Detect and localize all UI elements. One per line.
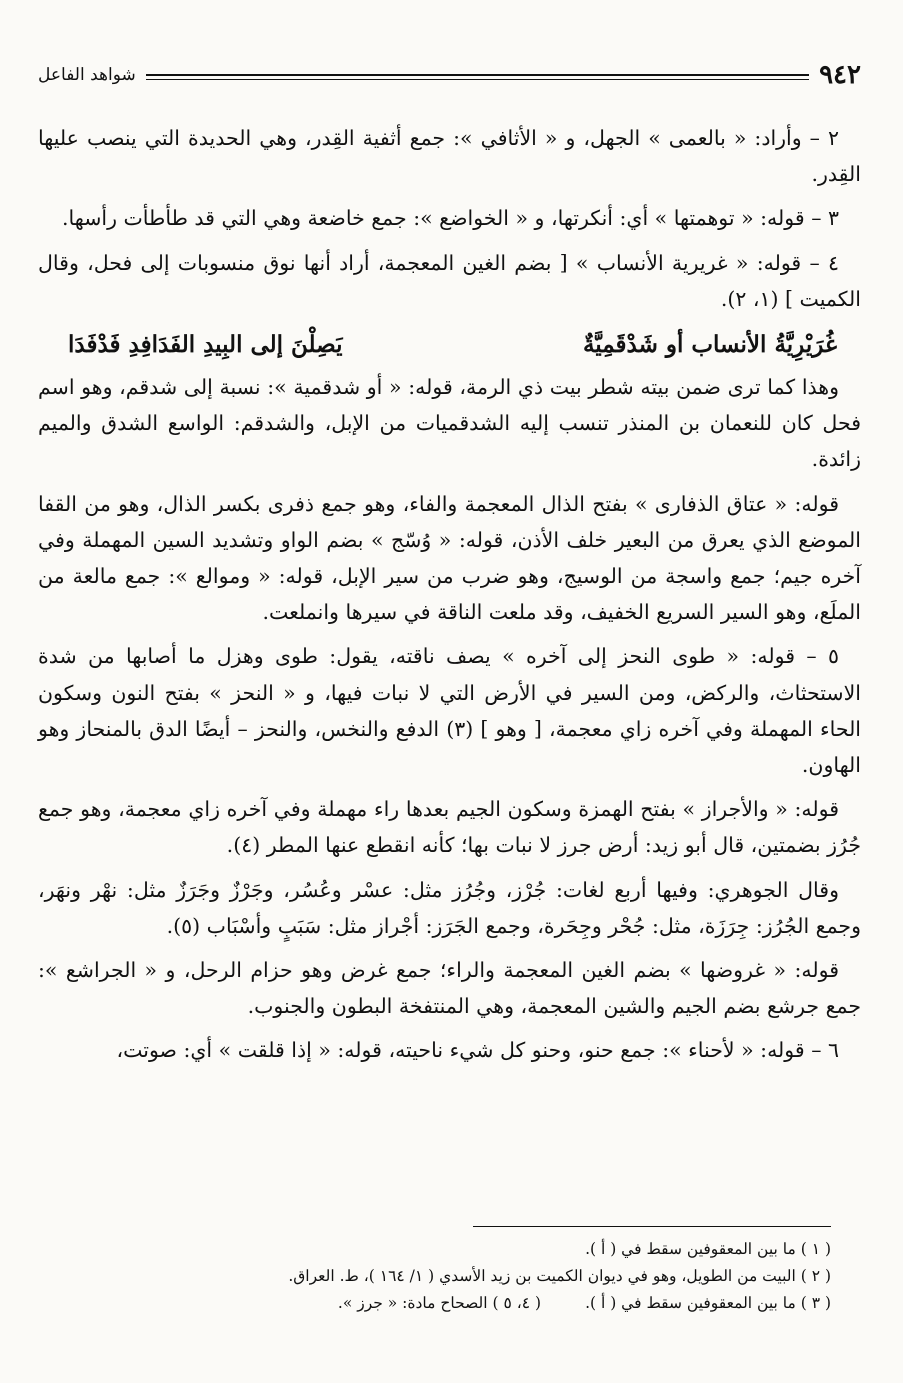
verse-first-hemistich: غُرَيْرِيَّةُ الأنساب أو شَدْقَمِيَّةٌ — [582, 331, 837, 359]
header-rule — [146, 71, 809, 80]
footnote-3: ( ٣ ) ما بين المعقوفين سقط في ( أ ). — [585, 1294, 831, 1312]
footnote-row — [60, 1290, 831, 1317]
page-number: ٩٤٢ — [819, 60, 861, 90]
paragraph: قوله: « عتاق الذفارى » بفتح الذال المعجمة والفاء، وهو جمع ذفرى بكسر الذال، وهو من القفا الموضع الذي يعرق من البعير خلف الأذن، قوله: « وُسّج » بضم الواو وتشديد السين المهملة وفي آخره جيم؛ جمع واسجة من الوسيج، وهو ضرب من سير الإبل، قوله: « وموالع »: جمع مالعة من الملَع، وهو السير السريع الخفيف، وقد ملعت الناقة في سيرها وانملعت. — [38, 491, 861, 625]
paragraph: وهذا كما ترى ضمن بيته شطر بيت ذي الرمة، قوله: « أو شدقمية »: نسبة إلى شدقم، وهو اسم فحل كان للنعمان بن المنذر تنسب إليه الشدقميات من الإبل، والشدقم: الواسع الشدق والميم زائدة. — [38, 375, 861, 472]
paragraph: قوله: « والأجراز » بفتح الهمزة وسكون الجيم بعدها راء مهملة وفي آخره زاي معجمة، وهو جمع جُرُز بضمتين، قال أبو زيد: أرض جرز لا نبات بها؛ كأنه انقطع عنها المطر (٤). — [38, 797, 861, 858]
poetry-verse — [38, 325, 861, 365]
paragraph: ٣ – قوله: « توهمتها » أي: أنكرتها، و « الخواضع »: جمع خاضعة وهي التي قد طأطأت رأسها. — [61, 206, 839, 231]
paragraph: قوله: « غروضها » بضم الغين المعجمة والراء؛ جمع غرض وهو حزام الرحل، و « الجراشع »: جمع جرشع بضم الجيم والشين المعجمة، وهي المنتفخة البطون والجنوب. — [38, 958, 861, 1019]
footnote-2: ( ٢ ) البيت من الطويل، وهو في ديوان الكميت بن زيد الأسدي ( ١/ ١٦٤ )، ط. العراق. — [288, 1267, 831, 1285]
footnote-divider — [473, 1226, 831, 1227]
paragraph: ٤ – قوله: « غريرية الأنساب » [ بضم الغين المعجمة، أراد أنها نوق منسوبات إلى فحل، وقال الكميت ] (١، ٢). — [38, 250, 861, 311]
page-header — [38, 58, 861, 92]
page-body — [38, 120, 861, 1077]
footnotes — [60, 1236, 831, 1317]
paragraph: ٢ – وأراد: « بالعمى » الجهل، و « الأثافي »: جمع أثفية القِدر، وهي الحديدة التي ينصب عليها القِدر. — [38, 126, 861, 187]
footnote-4-5: ( ٤، ٥ ) الصحاح مادة: « جرز ». — [337, 1294, 542, 1312]
footnote-1: ( ١ ) ما بين المعقوفين سقط في ( أ ). — [585, 1240, 831, 1258]
paragraph: ٥ – قوله: « طوى النحز إلى آخره » يصف ناقته، يقول: طوى وهزل ما أصابها من شدة الاستحثاث، والركض، ومن السير في الأرض التي لا نبات فيها، و « النحز » بفتح النون وسكون الحاء المهملة وفي آخره زاي معجمة، [ وهو ] (٣) الدفع والنخس، والنحز – أيضًا الدق بالمنحاز وهو الهاون. — [38, 644, 862, 778]
verse-second-hemistich: يَصِلْنَ إلى البِيدِ الفَدَافِدِ فَدْفَدَا — [68, 331, 343, 359]
paragraph: ٦ – قوله: « لأحناء »: جمع حنو، وحنو كل شيء ناحيته، قوله: « إذا قلقت » أي: صوتت، — [116, 1038, 839, 1063]
running-title: شواهد الفاعل — [38, 65, 136, 85]
paragraph: وقال الجوهري: وفيها أربع لغات: جُرْز، وجُرُز مثل: عسْر وعُسُر، وجَرْزٌ وجَرَزٌ مثل: نهْر ونهَر، وجمع الجُرُز: جِرَزَة، مثل: جُحْر وجِحَرة، وجمع الجَرَز: أجْراز مثل: سَبَبٍ وأسْبَاب (٥). — [38, 877, 861, 938]
